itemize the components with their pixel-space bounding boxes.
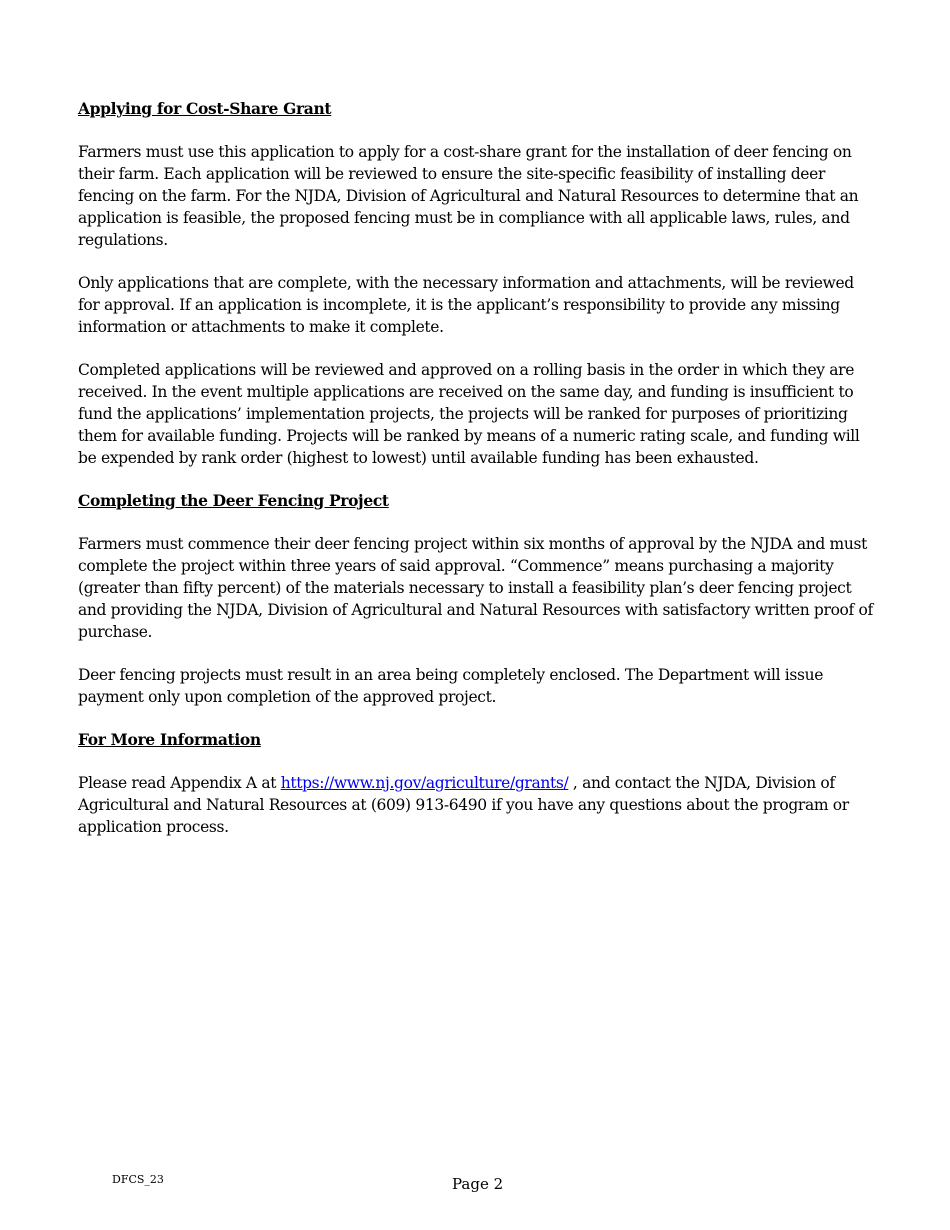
info-suffix-text: , and contact the NJDA, Division of Agricultural and Natural Resources at (609) 913-6490 if you have any questions about the program or application process. bbox=[78, 774, 849, 836]
section-heading-applying: Applying for Cost-Share Grant bbox=[78, 99, 332, 118]
document-code: DFCS_23 bbox=[112, 1173, 164, 1186]
document-body bbox=[78, 98, 878, 859]
section-heading-completing: Completing the Deer Fencing Project bbox=[78, 491, 389, 510]
info-prefix-text: Please read Appendix A at bbox=[78, 774, 277, 792]
grants-link[interactable]: https://www.nj.gov/agriculture/grants/ bbox=[280, 774, 569, 792]
paragraph-completing-1: Farmers must commence their deer fencing project within six months of approval by the NJDA and must complete the project within three years of said approval. “Commence” means purchasing a majority (greater than fifty percent) of the materials necessary to install a feasibility plan’s deer fencing project and providing the NJDA, Division of Agricultural and Natural Resources with satisfactory written proof of purchase. bbox=[78, 535, 873, 641]
paragraph-applying-3: Completed applications will be reviewed and approved on a rolling basis in the order in which they are received. In the event multiple applications are received on the same day, and funding is insufficient to fund the applications’ implementation projects, the projects will be ranked for purposes of prioritizing them for available funding. Projects will be ranked by means of a numeric rating scale, and funding will be expended by rank order (highest to lowest) until available funding has been exhausted. bbox=[78, 361, 860, 467]
paragraph-more-info bbox=[78, 772, 878, 838]
page-number: Page 2 bbox=[452, 1175, 504, 1193]
paragraph-completing-2: Deer fencing projects must result in an area being completely enclosed. The Department will issue payment only upon completion of the approved project. bbox=[78, 666, 824, 706]
paragraph-applying-2: Only applications that are complete, with the necessary information and attachments, will be reviewed for approval. If an application is incomplete, it is the applicant’s responsibility to provide any missing information or attachments to make it complete. bbox=[78, 274, 854, 336]
section-heading-more-info: For More Information bbox=[78, 730, 261, 749]
paragraph-applying-1: Farmers must use this application to apply for a cost-share grant for the installation of deer fencing on their farm. Each application will be reviewed to ensure the site-specific feasibility of installing deer fencing on the farm. For the NJDA, Division of Agricultural and Natural Resources to determine that an application is feasible, the proposed fencing must be in compliance with all applicable laws, rules, and regulations. bbox=[78, 143, 859, 249]
